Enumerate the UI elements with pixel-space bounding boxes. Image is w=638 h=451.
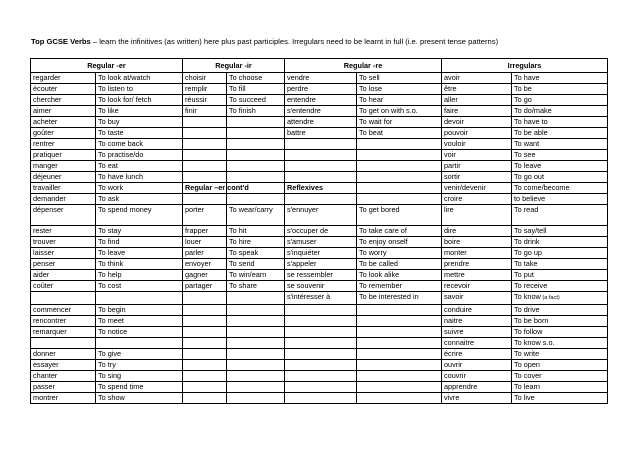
- cell-er-verb: penser: [31, 259, 96, 270]
- cell-re-verb: [285, 150, 357, 161]
- table-row: [31, 128, 608, 139]
- cell-er-verb: chanter: [31, 370, 96, 381]
- cell-ir-meaning: [227, 337, 285, 348]
- cell-irregular-verb: être: [442, 84, 512, 95]
- cell-ir-meaning: [227, 326, 285, 337]
- cell-er-verb: commencer: [31, 304, 96, 315]
- cell-er-meaning: To eat: [96, 161, 183, 172]
- cell-irregular-meaning: To do/make: [512, 106, 608, 117]
- cell-ir-verb: choisir: [183, 73, 227, 84]
- cell-re-meaning: To worry: [357, 248, 442, 259]
- cell-ir-verb: porter: [183, 205, 227, 226]
- cell-re-verb: s'appeler: [285, 259, 357, 270]
- cell-er-verb: demander: [31, 194, 96, 205]
- cell-irregular-verb: avoir: [442, 73, 512, 84]
- table-row: [31, 161, 608, 172]
- cell-ir-verb: [183, 172, 227, 183]
- cell-irregular-meaning: To drink: [512, 237, 608, 248]
- cell-ir-meaning: [227, 194, 285, 205]
- cell-ir-verb: [183, 117, 227, 128]
- cell-er-verb: regarder: [31, 73, 96, 84]
- table-row: [31, 315, 608, 326]
- cell-ir-meaning: [227, 392, 285, 403]
- cell-re-meaning: [357, 161, 442, 172]
- cell-er-verb: aimer: [31, 106, 96, 117]
- cell-er-verb: laisser: [31, 248, 96, 259]
- header-regular-er: Regular -er: [31, 59, 183, 73]
- cell-irregular-verb: pouvoir: [442, 128, 512, 139]
- cell-ir-verb: [183, 315, 227, 326]
- cell-irregular-verb: recevoir: [442, 281, 512, 292]
- cell-re-meaning: [357, 392, 442, 403]
- table-row: [31, 106, 608, 117]
- cell-er-verb: manger: [31, 161, 96, 172]
- cell-er-meaning: To think: [96, 259, 183, 270]
- cell-re-meaning: [357, 359, 442, 370]
- cell-er-verb: aider: [31, 270, 96, 281]
- cell-re-meaning: To get bored: [357, 205, 442, 226]
- cell-irregular-verb: sortir: [442, 172, 512, 183]
- table-row: [31, 117, 608, 128]
- cell-er-meaning: To sing: [96, 370, 183, 381]
- title-bold: Top GCSE Verbs: [31, 37, 91, 46]
- cell-ir-verb: frapper: [183, 226, 227, 237]
- cell-irregular-verb: naitre: [442, 315, 512, 326]
- cell-re-verb: [285, 304, 357, 315]
- table-row: [31, 194, 608, 205]
- cell-irregular-meaning: To open: [512, 359, 608, 370]
- cell-irregular-meaning: To leave: [512, 161, 608, 172]
- cell-er-verb: donner: [31, 348, 96, 359]
- cell-ir-verb: [183, 348, 227, 359]
- table-row: [31, 270, 608, 281]
- header-irregulars: Irregulars: [442, 59, 608, 73]
- table-row: [31, 337, 608, 348]
- cell-irregular-meaning: To want: [512, 139, 608, 150]
- cell-er-meaning: To listen to: [96, 84, 183, 95]
- cell-er-meaning: To meet: [96, 315, 183, 326]
- cell-er-verb: montrer: [31, 392, 96, 403]
- cell-re-meaning: To remember: [357, 281, 442, 292]
- table-row: [31, 205, 608, 226]
- cell-ir-meaning: To finish: [227, 106, 285, 117]
- cell-er-meaning: To come back: [96, 139, 183, 150]
- cell-ir-verb: finir: [183, 106, 227, 117]
- cell-ir-verb: remplir: [183, 84, 227, 95]
- table-row: [31, 259, 608, 270]
- cell-re-verb: s'amuser: [285, 237, 357, 248]
- cell-ir-meaning: To wear/carry: [227, 205, 285, 226]
- cell-irregular-verb: monter: [442, 248, 512, 259]
- cell-re-verb: [285, 359, 357, 370]
- cell-ir-verb: [183, 304, 227, 315]
- cell-irregular-verb: couvrir: [442, 370, 512, 381]
- cell-irregular-verb: prendre: [442, 259, 512, 270]
- cell-re-meaning: [357, 150, 442, 161]
- cell-re-verb: s'occuper de: [285, 226, 357, 237]
- cell-er-meaning: To have lunch: [96, 172, 183, 183]
- cell-re-verb: [285, 315, 357, 326]
- cell-ir-verb: envoyer: [183, 259, 227, 270]
- cell-re-meaning: [357, 315, 442, 326]
- cell-er-meaning: To look for/ fetch: [96, 95, 183, 106]
- cell-irregular-verb: conduire: [442, 304, 512, 315]
- cell-ir-verb: parler: [183, 248, 227, 259]
- cell-re-meaning: [357, 183, 442, 194]
- cell-ir-meaning: [227, 359, 285, 370]
- cell-re-verb: [285, 194, 357, 205]
- header-regular-re: Regular -re: [285, 59, 442, 73]
- cell-irregular-verb: partir: [442, 161, 512, 172]
- cell-irregular-meaning: To go: [512, 95, 608, 106]
- cell-er-meaning: To look at/watch: [96, 73, 183, 84]
- cell-re-verb: [285, 139, 357, 150]
- cell-ir-verb: [183, 139, 227, 150]
- cell-ir-verb: [183, 150, 227, 161]
- cell-irregular-meaning: To receive: [512, 281, 608, 292]
- cell-re-verb: se souvenir: [285, 281, 357, 292]
- cell-re-verb: [285, 337, 357, 348]
- cell-re-meaning: To enjoy onself: [357, 237, 442, 248]
- table-row: [31, 292, 608, 305]
- cell-ir-verb: [183, 337, 227, 348]
- cell-irregular-meaning: To know s.o.: [512, 337, 608, 348]
- cell-re-meaning: [357, 348, 442, 359]
- cell-re-meaning: To look alike: [357, 270, 442, 281]
- cell-re-meaning: [357, 326, 442, 337]
- cell-ir-meaning: [227, 304, 285, 315]
- cell-re-meaning: [357, 370, 442, 381]
- cell-er-meaning: To show: [96, 392, 183, 403]
- cell-ir-verb: [183, 381, 227, 392]
- table-row: [31, 281, 608, 292]
- cell-ir-meaning: [227, 370, 285, 381]
- table-row: [31, 73, 608, 84]
- cell-irregular-meaning: To say/tell: [512, 226, 608, 237]
- cell-irregular-meaning: To learn: [512, 381, 608, 392]
- page-title: [31, 37, 498, 46]
- savoir-note: (a fact): [540, 295, 560, 301]
- cell-re-verb: s'ennuyer: [285, 205, 357, 226]
- cell-er-meaning: To taste: [96, 128, 183, 139]
- cell-ir-meaning: [227, 150, 285, 161]
- cell-re-verb: s'intéresser à: [285, 292, 357, 305]
- cell-re-meaning: [357, 337, 442, 348]
- cell-ir-verb: [183, 292, 227, 305]
- cell-er-verb: remarquer: [31, 326, 96, 337]
- cell-er-meaning: To stay: [96, 226, 183, 237]
- cell-ir-meaning: [227, 139, 285, 150]
- cell-re-verb: se ressembler: [285, 270, 357, 281]
- cell-irregular-meaning: To cover: [512, 370, 608, 381]
- cell-re-verb: [285, 161, 357, 172]
- cell-irregular-meaning: To know (a fact): [512, 292, 608, 305]
- cell-re-meaning: To hear: [357, 95, 442, 106]
- table-row: [31, 139, 608, 150]
- cell-re-verb: s'entendre: [285, 106, 357, 117]
- cell-ir-meaning: To choose: [227, 73, 285, 84]
- table-row: [31, 172, 608, 183]
- header-regular-ir: Regular -ir: [183, 59, 285, 73]
- cell-irregular-meaning: To go out: [512, 172, 608, 183]
- cell-re-meaning: To wait for: [357, 117, 442, 128]
- table-row: [31, 392, 608, 403]
- cell-ir-meaning: [227, 315, 285, 326]
- cell-er-verb: coûter: [31, 281, 96, 292]
- cell-er-verb: trouver: [31, 237, 96, 248]
- cell-re-verb: [285, 326, 357, 337]
- cell-irregular-meaning: To go up: [512, 248, 608, 259]
- cell-irregular-verb: aller: [442, 95, 512, 106]
- cell-er-meaning: To find: [96, 237, 183, 248]
- cell-er-verb: écouter: [31, 84, 96, 95]
- cell-er-verb: travailler: [31, 183, 96, 194]
- cell-ir-verb: [183, 128, 227, 139]
- cell-ir-meaning: To succeed: [227, 95, 285, 106]
- cell-re-verb: vendre: [285, 73, 357, 84]
- cell-er-verb: déjeuner: [31, 172, 96, 183]
- cell-irregular-meaning: To have to: [512, 117, 608, 128]
- cell-er-verb: rester: [31, 226, 96, 237]
- cell-ir-meaning: To hit: [227, 226, 285, 237]
- table-row: [31, 359, 608, 370]
- cell-re-verb: [285, 348, 357, 359]
- cell-irregular-verb: ouvrir: [442, 359, 512, 370]
- verbs-table: [30, 58, 608, 404]
- title-rest: – learn the infinitives (as written) here plus past participles. Irregulars need to be learnt in full (i.e. present tense patterns): [90, 37, 499, 46]
- cell-re-meaning: [357, 139, 442, 150]
- cell-er-verb: rencontrer: [31, 315, 96, 326]
- cell-irregular-verb: boire: [442, 237, 512, 248]
- cell-re-verb: s'inquiéter: [285, 248, 357, 259]
- cell-ir-verb: [183, 370, 227, 381]
- cell-irregular-meaning: To be: [512, 84, 608, 95]
- cell-ir-meaning: [227, 381, 285, 392]
- cell-er-meaning: To work: [96, 183, 183, 194]
- cell-irregular-meaning: To be able: [512, 128, 608, 139]
- cell-re-meaning: To beat: [357, 128, 442, 139]
- cell-irregular-meaning: To write: [512, 348, 608, 359]
- cell-re-verb: [285, 381, 357, 392]
- cell-ir-meaning: [227, 292, 285, 305]
- cell-irregular-meaning: To come/become: [512, 183, 608, 194]
- cell-er-meaning: To like: [96, 106, 183, 117]
- table-row: [31, 226, 608, 237]
- cell-ir-meaning: To speak: [227, 248, 285, 259]
- cell-irregular-meaning: To live: [512, 392, 608, 403]
- cell-re-meaning: [357, 381, 442, 392]
- cell-ir-verb: gagner: [183, 270, 227, 281]
- table-row: [31, 348, 608, 359]
- cell-irregular-verb: venir/devenir: [442, 183, 512, 194]
- cell-irregular-meaning: To see: [512, 150, 608, 161]
- cell-er-verb: [31, 292, 96, 305]
- table-row: [31, 381, 608, 392]
- cell-er-meaning: [96, 337, 183, 348]
- cell-er-meaning: To give: [96, 348, 183, 359]
- cell-re-meaning: To lose: [357, 84, 442, 95]
- cell-irregular-meaning: To put: [512, 270, 608, 281]
- cell-irregular-meaning: To be born: [512, 315, 608, 326]
- cell-ir-meaning: To hire: [227, 237, 285, 248]
- cell-er-meaning: To leave: [96, 248, 183, 259]
- cell-irregular-meaning: To drive: [512, 304, 608, 315]
- cell-re-meaning: To sell: [357, 73, 442, 84]
- cell-ir-meaning: To fill: [227, 84, 285, 95]
- cell-ir-verb: partager: [183, 281, 227, 292]
- cell-ir-verb: [183, 194, 227, 205]
- cell-re-meaning: To get on with s.o.: [357, 106, 442, 117]
- cell-ir-meaning: [227, 117, 285, 128]
- cell-re-verb: [285, 172, 357, 183]
- cell-er-verb: [31, 337, 96, 348]
- cell-re-meaning: [357, 172, 442, 183]
- cell-er-meaning: [96, 292, 183, 305]
- cell-ir-verb: louer: [183, 237, 227, 248]
- cell-irregular-verb: vouloir: [442, 139, 512, 150]
- table-row: [31, 150, 608, 161]
- cell-er-verb: goûter: [31, 128, 96, 139]
- cell-re-verb: attendre: [285, 117, 357, 128]
- cell-er-meaning: To practise/do: [96, 150, 183, 161]
- cell-irregular-verb: voir: [442, 150, 512, 161]
- table-row: [31, 326, 608, 337]
- cell-er-meaning: To notice: [96, 326, 183, 337]
- cell-er-verb: chercher: [31, 95, 96, 106]
- cell-ir-verb: réussir: [183, 95, 227, 106]
- cell-irregular-verb: écrire: [442, 348, 512, 359]
- cell-ir-meaning: [227, 172, 285, 183]
- cell-ir-meaning: To win/earn: [227, 270, 285, 281]
- cell-irregular-verb: lire: [442, 205, 512, 226]
- cell-re-meaning: To take care of: [357, 226, 442, 237]
- cell-irregular-meaning: To follow: [512, 326, 608, 337]
- cell-irregular-verb: connaitre: [442, 337, 512, 348]
- cell-ir-meaning: [227, 161, 285, 172]
- cell-er-verb: acheter: [31, 117, 96, 128]
- cell-irregular-verb: dire: [442, 226, 512, 237]
- cell-re-meaning: To be called: [357, 259, 442, 270]
- cell-ir-verb: [183, 326, 227, 337]
- cell-ir-verb: [183, 392, 227, 403]
- cell-ir-meaning: [227, 128, 285, 139]
- cell-ir-verb: Regular –er cont'd: [183, 183, 227, 194]
- cell-er-meaning: To buy: [96, 117, 183, 128]
- cell-irregular-meaning: To read: [512, 205, 608, 226]
- cell-er-verb: pratiquer: [31, 150, 96, 161]
- cell-irregular-meaning: to believe: [512, 194, 608, 205]
- cell-ir-meaning: [227, 348, 285, 359]
- cell-er-verb: passer: [31, 381, 96, 392]
- cell-re-verb: battre: [285, 128, 357, 139]
- cell-er-verb: rentrer: [31, 139, 96, 150]
- cell-irregular-verb: croire: [442, 194, 512, 205]
- cell-irregular-meaning: To take: [512, 259, 608, 270]
- cell-re-verb: entendre: [285, 95, 357, 106]
- cell-er-meaning: To ask: [96, 194, 183, 205]
- cell-irregular-verb: apprendre: [442, 381, 512, 392]
- cell-re-meaning: [357, 304, 442, 315]
- cell-ir-verb: [183, 359, 227, 370]
- cell-er-meaning: To spend money: [96, 205, 183, 226]
- cell-re-verb: Reflexives: [285, 183, 357, 194]
- cell-irregular-verb: suivre: [442, 326, 512, 337]
- table-row: [31, 248, 608, 259]
- cell-er-meaning: To begin: [96, 304, 183, 315]
- cell-re-verb: [285, 370, 357, 381]
- cell-re-meaning: [357, 194, 442, 205]
- cell-irregular-meaning: To have: [512, 73, 608, 84]
- cell-irregular-verb: faire: [442, 106, 512, 117]
- cell-ir-meaning: To send: [227, 259, 285, 270]
- table-row: [31, 95, 608, 106]
- cell-irregular-verb: mettre: [442, 270, 512, 281]
- cell-re-meaning: To be interested in: [357, 292, 442, 305]
- cell-ir-verb: [183, 161, 227, 172]
- table-row: [31, 183, 608, 194]
- cell-ir-meaning: To share: [227, 281, 285, 292]
- cell-re-verb: [285, 392, 357, 403]
- cell-er-verb: essayer: [31, 359, 96, 370]
- cell-irregular-verb: devoir: [442, 117, 512, 128]
- table-row: [31, 237, 608, 248]
- table-row: [31, 370, 608, 381]
- cell-re-verb: perdre: [285, 84, 357, 95]
- cell-er-meaning: To spend time: [96, 381, 183, 392]
- cell-er-meaning: To help: [96, 270, 183, 281]
- table-row: [31, 84, 608, 95]
- cell-irregular-verb: vivre: [442, 392, 512, 403]
- cell-er-meaning: To cost: [96, 281, 183, 292]
- cell-irregular-verb: savoir: [442, 292, 512, 305]
- header-row: [31, 59, 608, 73]
- cell-er-verb: dépenser: [31, 205, 96, 226]
- table-row: [31, 304, 608, 315]
- cell-er-meaning: To try: [96, 359, 183, 370]
